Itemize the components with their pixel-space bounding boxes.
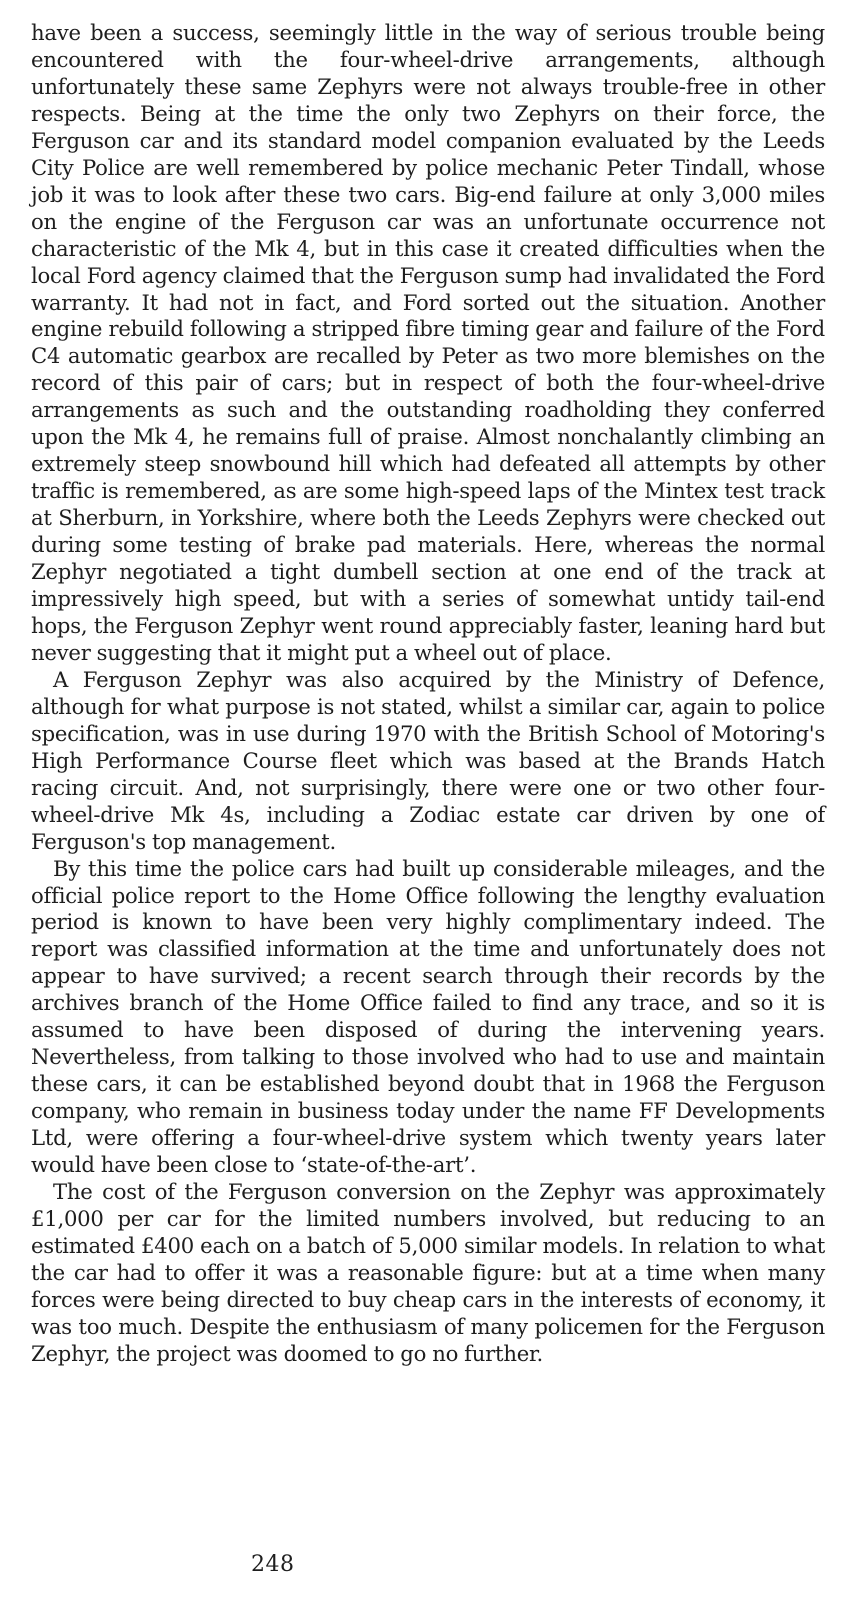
paragraph-ministry-of-defence: A Ferguson Zephyr was also acquired by the Ministry of Defence, although for what purpose is not stated, whilst a similar car, again to police specification, was in use during 1970 with the British School of Motoring's High Performance Course fleet which was based at the Brands Hatch racing circuit. And, not surprisingly, there were one or two other four-wheel-drive Mk 4s, including a Zodiac estate car driven by one of Ferguson's top management. xyxy=(31,666,825,854)
paragraph-continued: have been a success, seemingly little in the way of serious trouble being encountered with the four-wheel-drive arrangements, although unfortunately these same Zephyrs were not always trouble-free in other respects. Being at the time the only two Zephyrs on their force, the Ferguson car and its standard model companion evaluated by the Leeds City Police are well remembered by police mechanic Peter Tindall, whose job it was to look after these two cars. Big-end failure at only 3,000 miles on the engine of the Ferguson car was an unfortunate occurrence not characteristic of the Mk 4, but in this case it created difficulties when the local Ford agency claimed that the Ferguson sump had invalidated the Ford warranty. It had not in fact, and Ford sorted out the situation. Another engine rebuild following a stripped fibre timing gear and failure of the Ford C4 automatic gearbox are recalled by Peter as two more blemishes on the record of this pair of cars; but in respect of both the four-wheel-drive arrangements as such and the outstanding roadholding they conferred upon the Mk 4, he remains full of praise. Almost nonchalantly climbing an extremely steep snowbound hill which had defeated all attempts by other traffic is remembered, as are some high-speed laps of the Mintex test track at Sherburn, in Yorkshire, where both the Leeds Zephyrs were checked out during some testing of brake pad materials. Here, whereas the normal Zephyr negotiated a tight dumbell section at one end of the track at impressively high speed, but with a series of somewhat untidy tail-end hops, the Ferguson Zephyr went round appreciably faster, leaning hard but never suggesting that it might put a wheel out of place. xyxy=(31,20,825,665)
body-text xyxy=(31,20,825,1368)
paragraph-conversion-cost: The cost of the Ferguson conversion on the Zephyr was approximately £1,000 per car for the limited numbers involved, but reducing to an estimated £400 each on a batch of 5,000 similar models. In relation to what the car had to offer it was a reasonable figure: but at a time when many forces were being directed to buy cheap cars in the interests of economy, it was too much. Despite the enthusiasm of many policemen for the Ferguson Zephyr, the project was doomed to go no further. xyxy=(31,1178,825,1366)
paragraph-police-report: By this time the police cars had built up considerable mileages, and the official police report to the Home Office following the lengthy evaluation period is known to have been very highly complimentary indeed. The report was classified information at the time and unfortunately does not appear to have survived; a recent search through their records by the archives branch of the Home Office failed to find any trace, and so it is assumed to have been disposed of during the intervening years. Nevertheless, from talking to those involved who had to use and maintain these cars, it can be established beyond doubt that in 1968 the Ferguson company, who remain in business today under the name FF Developments Ltd, were offering a four-wheel-drive system which twenty years later would have been close to ‘state-of-the-art’. xyxy=(31,855,825,1178)
page-number: 248 xyxy=(251,1552,295,1577)
